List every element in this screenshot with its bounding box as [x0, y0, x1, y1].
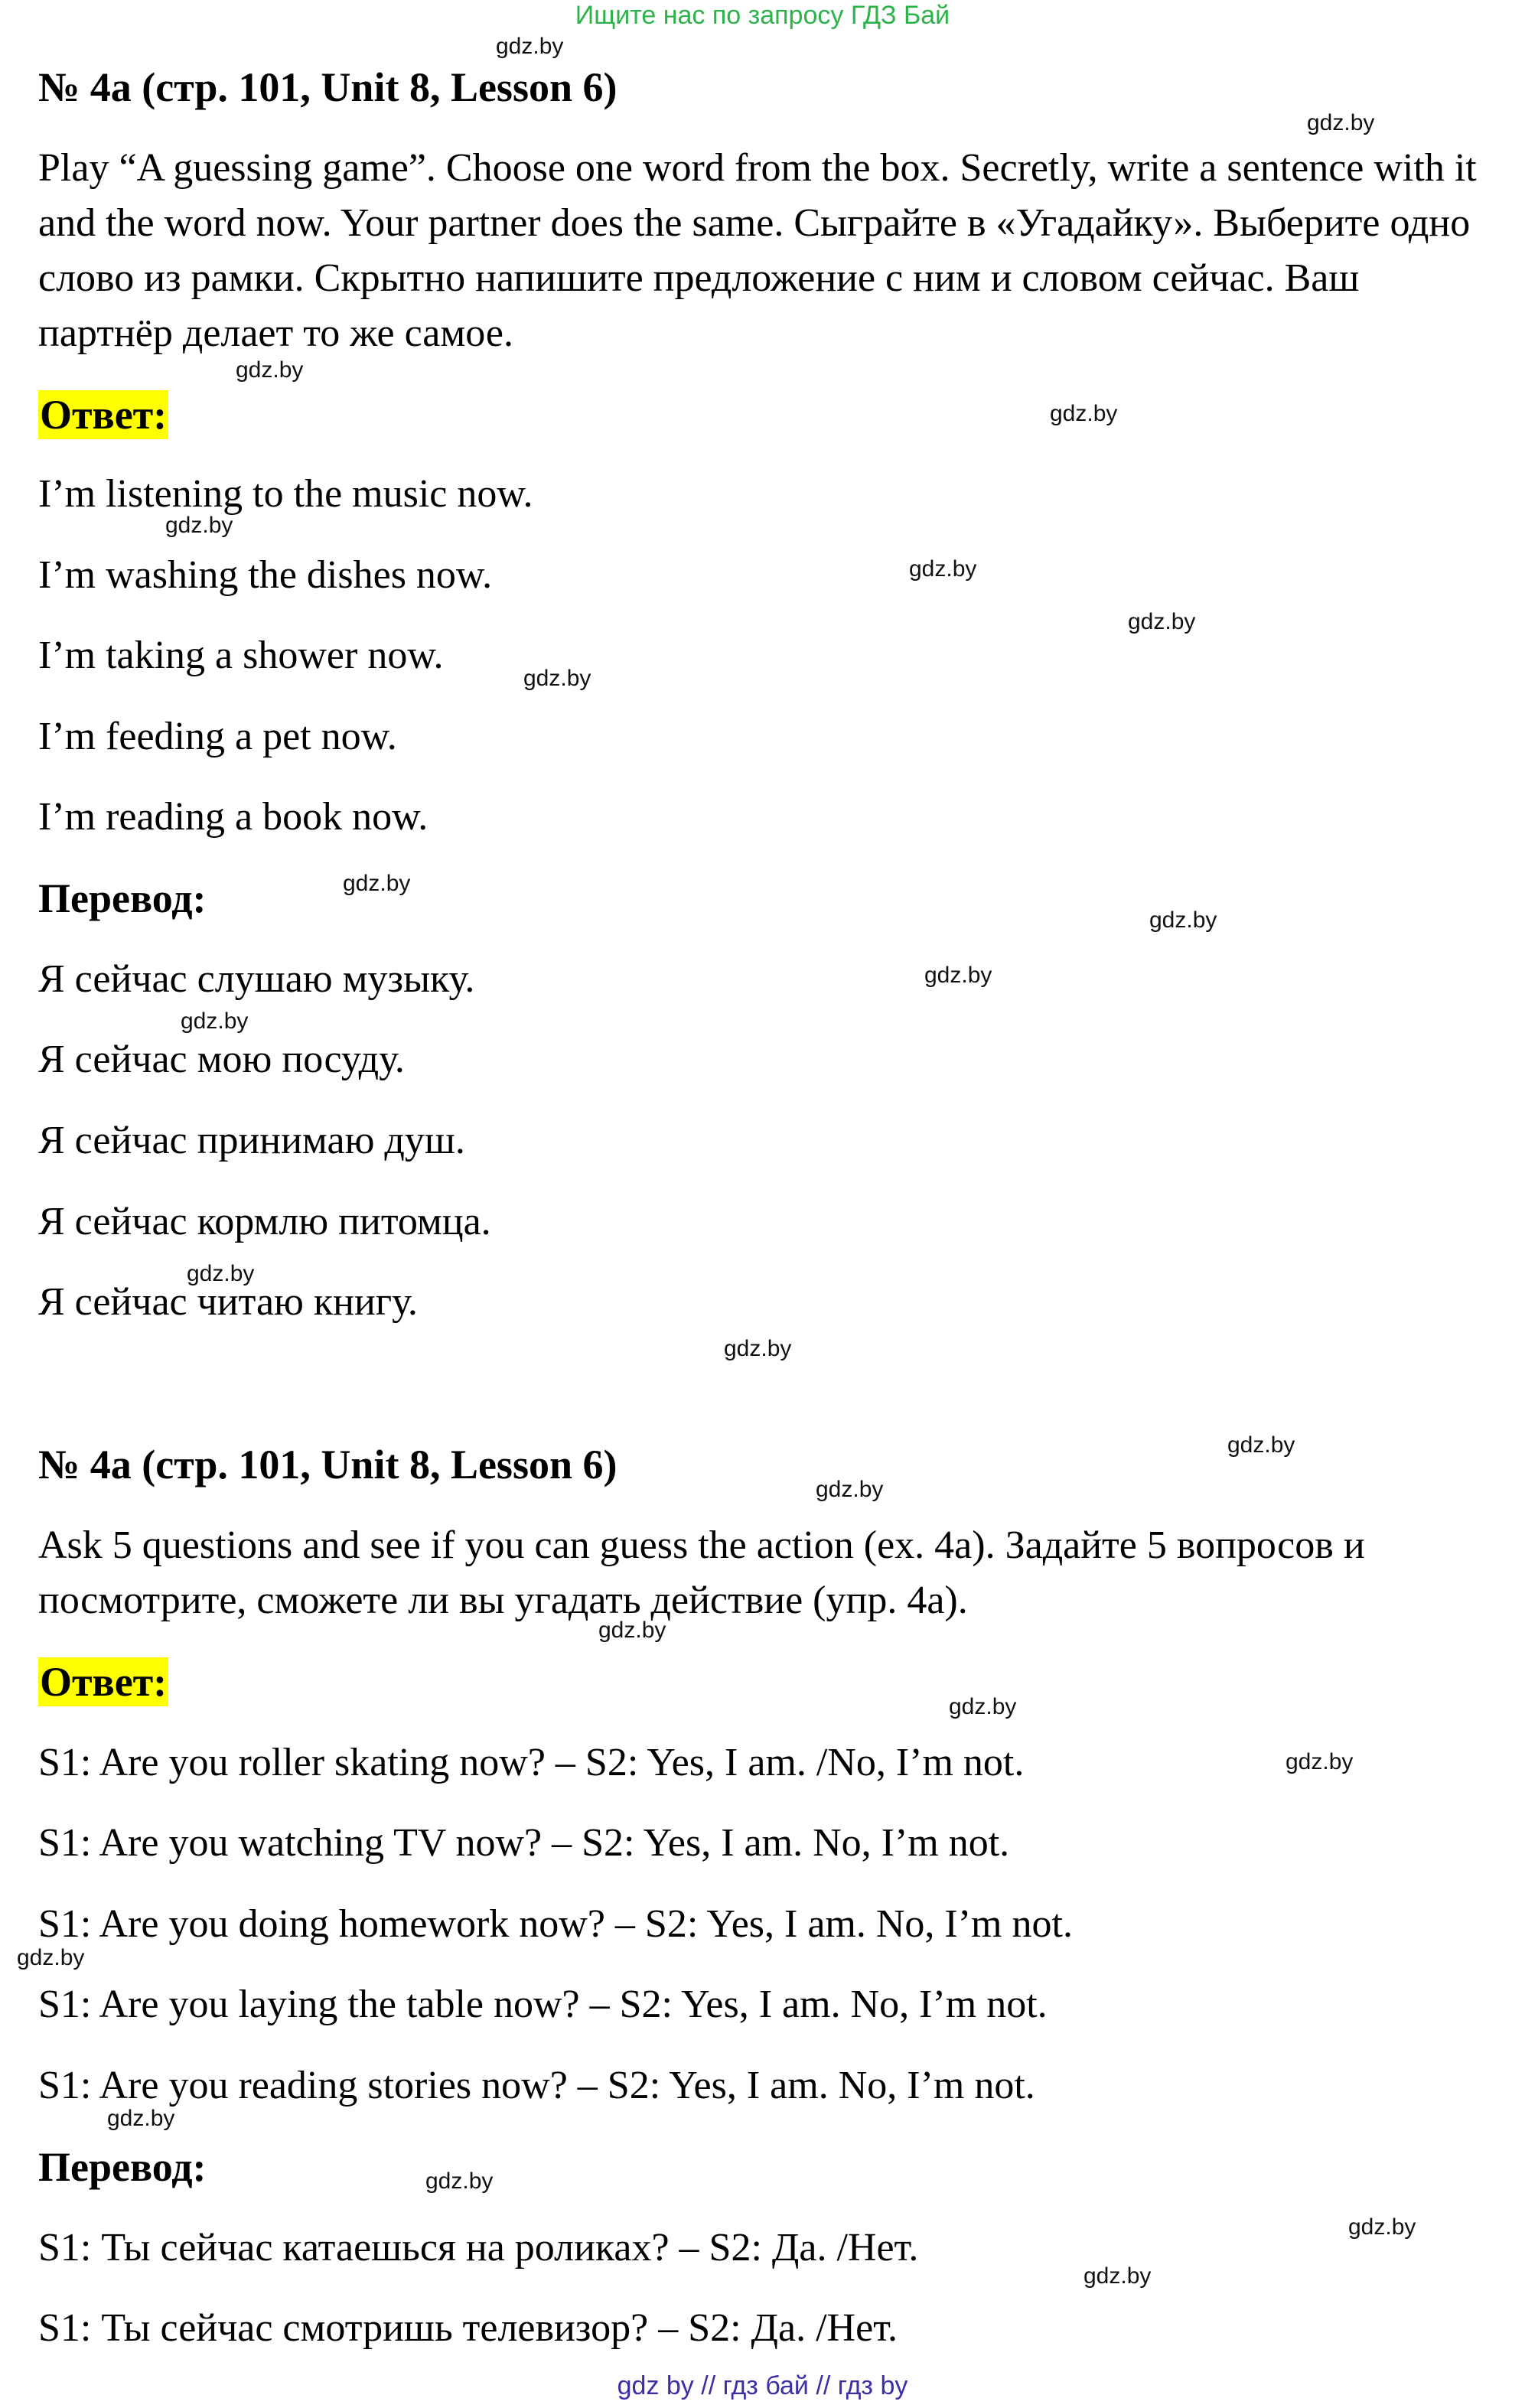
- watermark: gdz.by: [949, 1694, 1017, 1719]
- watermark: gdz.by: [1307, 110, 1375, 135]
- section2-answer-line: S1: Are you reading stories now? – S2: Yes, I am. No, I’m not.: [38, 2064, 1035, 2107]
- watermark: gdz.by: [924, 963, 992, 988]
- section2-translation-label: Перевод:: [38, 2144, 207, 2190]
- watermark: gdz.by: [1128, 609, 1196, 634]
- section1-answer-label: Ответ:: [40, 392, 168, 438]
- section2-translation-line: S1: Ты сейчас смотришь телевизор? – S2: Да. /Нет.: [38, 2306, 898, 2350]
- footer: gdz by // гдз бай // гдз by: [617, 2371, 908, 2400]
- section1-answer-line: I’m reading a book now.: [38, 795, 428, 839]
- watermark: gdz.by: [724, 1336, 792, 1361]
- section1-answer-line: I’m feeding a pet now.: [38, 715, 397, 758]
- section1-translation-line: Я сейчас принимаю душ.: [38, 1119, 465, 1162]
- watermark: gdz.by: [187, 1261, 255, 1286]
- watermark: gdz.by: [343, 871, 411, 896]
- section2-answer-line: S1: Are you doing homework now? – S2: Yes, I am. No, I’m not.: [38, 1902, 1073, 1946]
- watermark: gdz.by: [1348, 2214, 1416, 2240]
- section1-translation-line: Я сейчас мою посуду.: [38, 1038, 405, 1081]
- section1-task: Play “A guessing game”. Choose one word from the box. Secretly, write a sentence with it and the word now. Your partner does the same. Сыграйте в «Угадайку». Выберите одно слово из рамки. Скрытно напишите предложение с ним и словом сейчас. Ваш партнёр делает то же самое.: [38, 146, 1477, 355]
- section2-heading: № 4a (стр. 101, Unit 8, Lesson 6): [38, 1442, 617, 1487]
- section2-answer-line: S1: Are you roller skating now? – S2: Yes, I am. /No, I’m not.: [38, 1741, 1025, 1784]
- section2-answer-label: Ответ:: [40, 1659, 168, 1705]
- watermark: gdz.by: [425, 2169, 494, 2194]
- watermark: gdz.by: [523, 666, 591, 691]
- watermark: gdz.by: [816, 1477, 884, 1502]
- watermark: gdz.by: [165, 513, 233, 538]
- section1-answer-line: I’m washing the dishes now.: [38, 553, 493, 597]
- section1-translation-line: Я сейчас слушаю музыку.: [38, 957, 475, 1001]
- section1-translation-label: Перевод:: [38, 875, 207, 921]
- section1-translation-line: Я сейчас кормлю питомца.: [38, 1200, 491, 1243]
- watermark: gdz.by: [181, 1008, 249, 1034]
- section2-answer-line: S1: Are you laying the table now? – S2: Yes, I am. No, I’m not.: [38, 1983, 1048, 2026]
- top-banner: Ищите нас по запросу ГДЗ Бай: [575, 1, 950, 30]
- section1-heading: № 4a (стр. 101, Unit 8, Lesson 6): [38, 64, 617, 110]
- watermark: gdz.by: [1227, 1432, 1295, 1458]
- section1-answer-line: I’m listening to the music now.: [38, 472, 533, 516]
- watermark: gdz.by: [598, 1618, 666, 1643]
- watermark: gdz.by: [496, 34, 564, 59]
- watermark: gdz.by: [1149, 907, 1217, 933]
- watermark: gdz.by: [17, 1945, 85, 1970]
- watermark: gdz.by: [107, 2106, 175, 2131]
- watermark: gdz.by: [909, 556, 977, 582]
- section2-answer-line: S1: Are you watching TV now? – S2: Yes, I am. No, I’m not.: [38, 1821, 1010, 1865]
- watermark: gdz.by: [1083, 2263, 1152, 2289]
- watermark: gdz.by: [236, 357, 304, 383]
- section2-translation-line: S1: Ты сейчас катаешься на роликах? – S2: Да. /Нет.: [38, 2226, 919, 2270]
- watermark: gdz.by: [1050, 401, 1118, 426]
- section2-task: Ask 5 questions and see if you can guess the action (ex. 4a). Задайте 5 вопросов и посмотрите, сможете ли вы угадать действие (упр. 4a).: [38, 1523, 1365, 1622]
- section1-answer-line: I’m taking a shower now.: [38, 634, 444, 677]
- section1-translation-line: Я сейчас читаю книгу.: [38, 1280, 418, 1324]
- watermark: gdz.by: [1285, 1749, 1354, 1774]
